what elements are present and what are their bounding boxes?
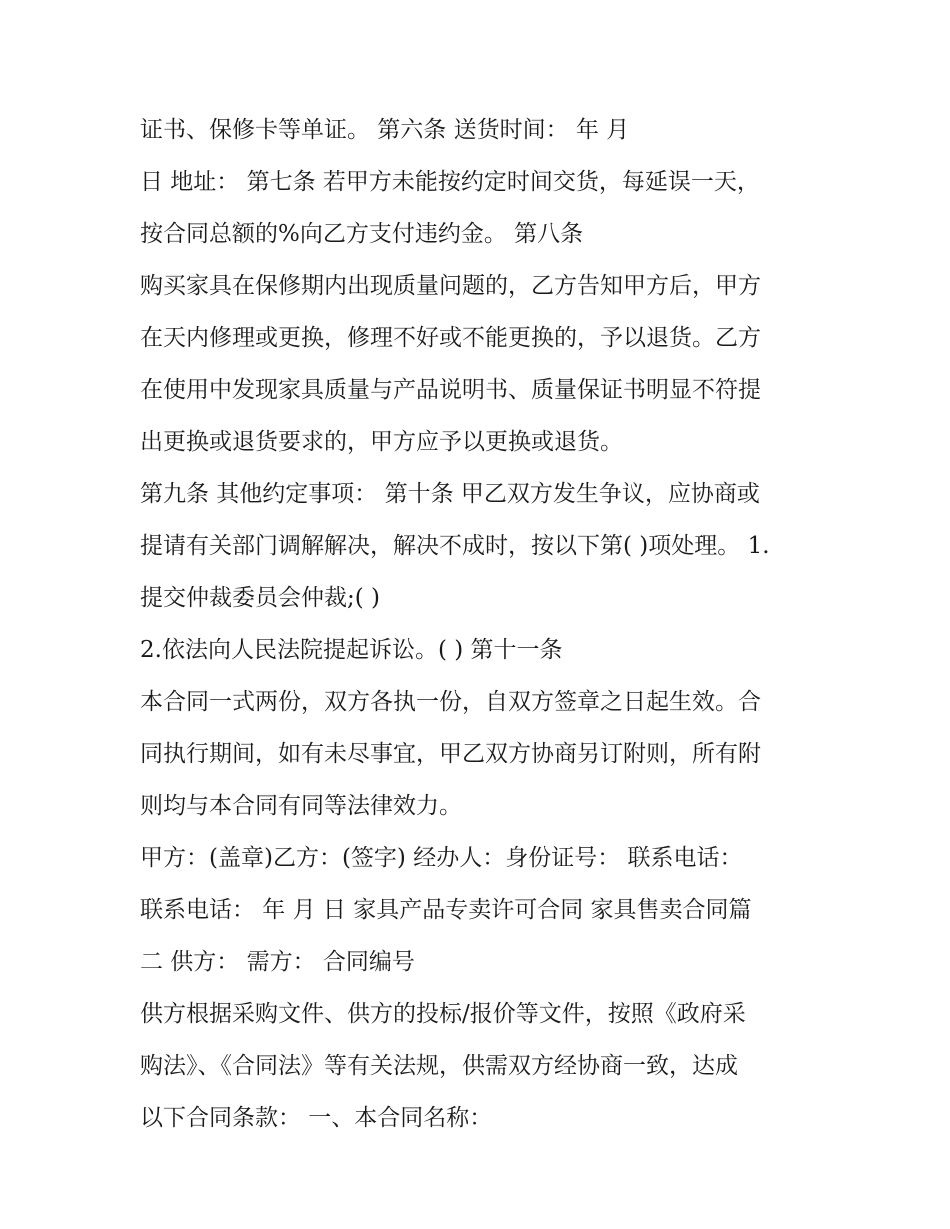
- text-line-18: 供方根据采购文件、供方的投标/报价等文件，按照《政府采: [140, 1001, 746, 1027]
- text-line-12: 本合同一式两份，双方各执一份，自双方签章之日起生效。合: [140, 689, 761, 715]
- text-line-14: 则均与本合同有同等法律效力。: [140, 793, 462, 819]
- text-line-2: 日 地址： 第七条 若甲方未能按约定时间交货，每延误一天，: [140, 169, 760, 195]
- text-line-6: 在使用中发现家具质量与产品说明书、质量保证书明显不符提: [140, 377, 761, 403]
- text-line-16: 联系电话： 年 月 日 家具产品专卖许可合同 家具售卖合同篇: [140, 897, 752, 923]
- text-line-8: 第九条 其他约定事项： 第十条 甲乙双方发生争议，应协商或: [140, 481, 760, 507]
- text-line-3: 按合同总额的%向乙方支付违约金。 第八条: [140, 221, 584, 247]
- text-line-5: 在天内修理或更换，修理不好或不能更换的，予以退货。乙方: [140, 325, 761, 351]
- text-line-1: 证书、保修卡等单证。 第六条 送货时间： 年 月: [140, 117, 630, 143]
- text-line-7: 出更换或退货要求的，甲方应予以更换或退货。: [140, 429, 623, 455]
- text-line-15: 甲方：(盖章)乙方：(签字) 经办人：身份证号： 联系电话：: [140, 845, 743, 871]
- text-line-10: 提交仲裁委员会仲裁;( ): [140, 585, 381, 611]
- text-line-9: 提请有关部门调解解决，解决不成时，按以下第( )项处理。 1.: [140, 533, 770, 559]
- text-line-20: 以下合同条款： 一、本合同名称：: [140, 1105, 493, 1131]
- text-line-19: 购法》、《合同法》等有关法规，供需双方经协商一致，达成: [140, 1053, 738, 1079]
- text-line-11: 2.依法向人民法院提起诉讼。( ) 第十一条: [140, 637, 563, 663]
- document-body: [140, 104, 820, 1144]
- text-line-13: 同执行期间，如有未尽事宜，甲乙双方协商另订附则，所有附: [140, 741, 761, 767]
- text-line-17: 二 供方： 需方： 合同编号: [140, 949, 415, 975]
- text-line-4: 购买家具在保修期内出现质量问题的，乙方告知甲方后，甲方: [140, 273, 761, 299]
